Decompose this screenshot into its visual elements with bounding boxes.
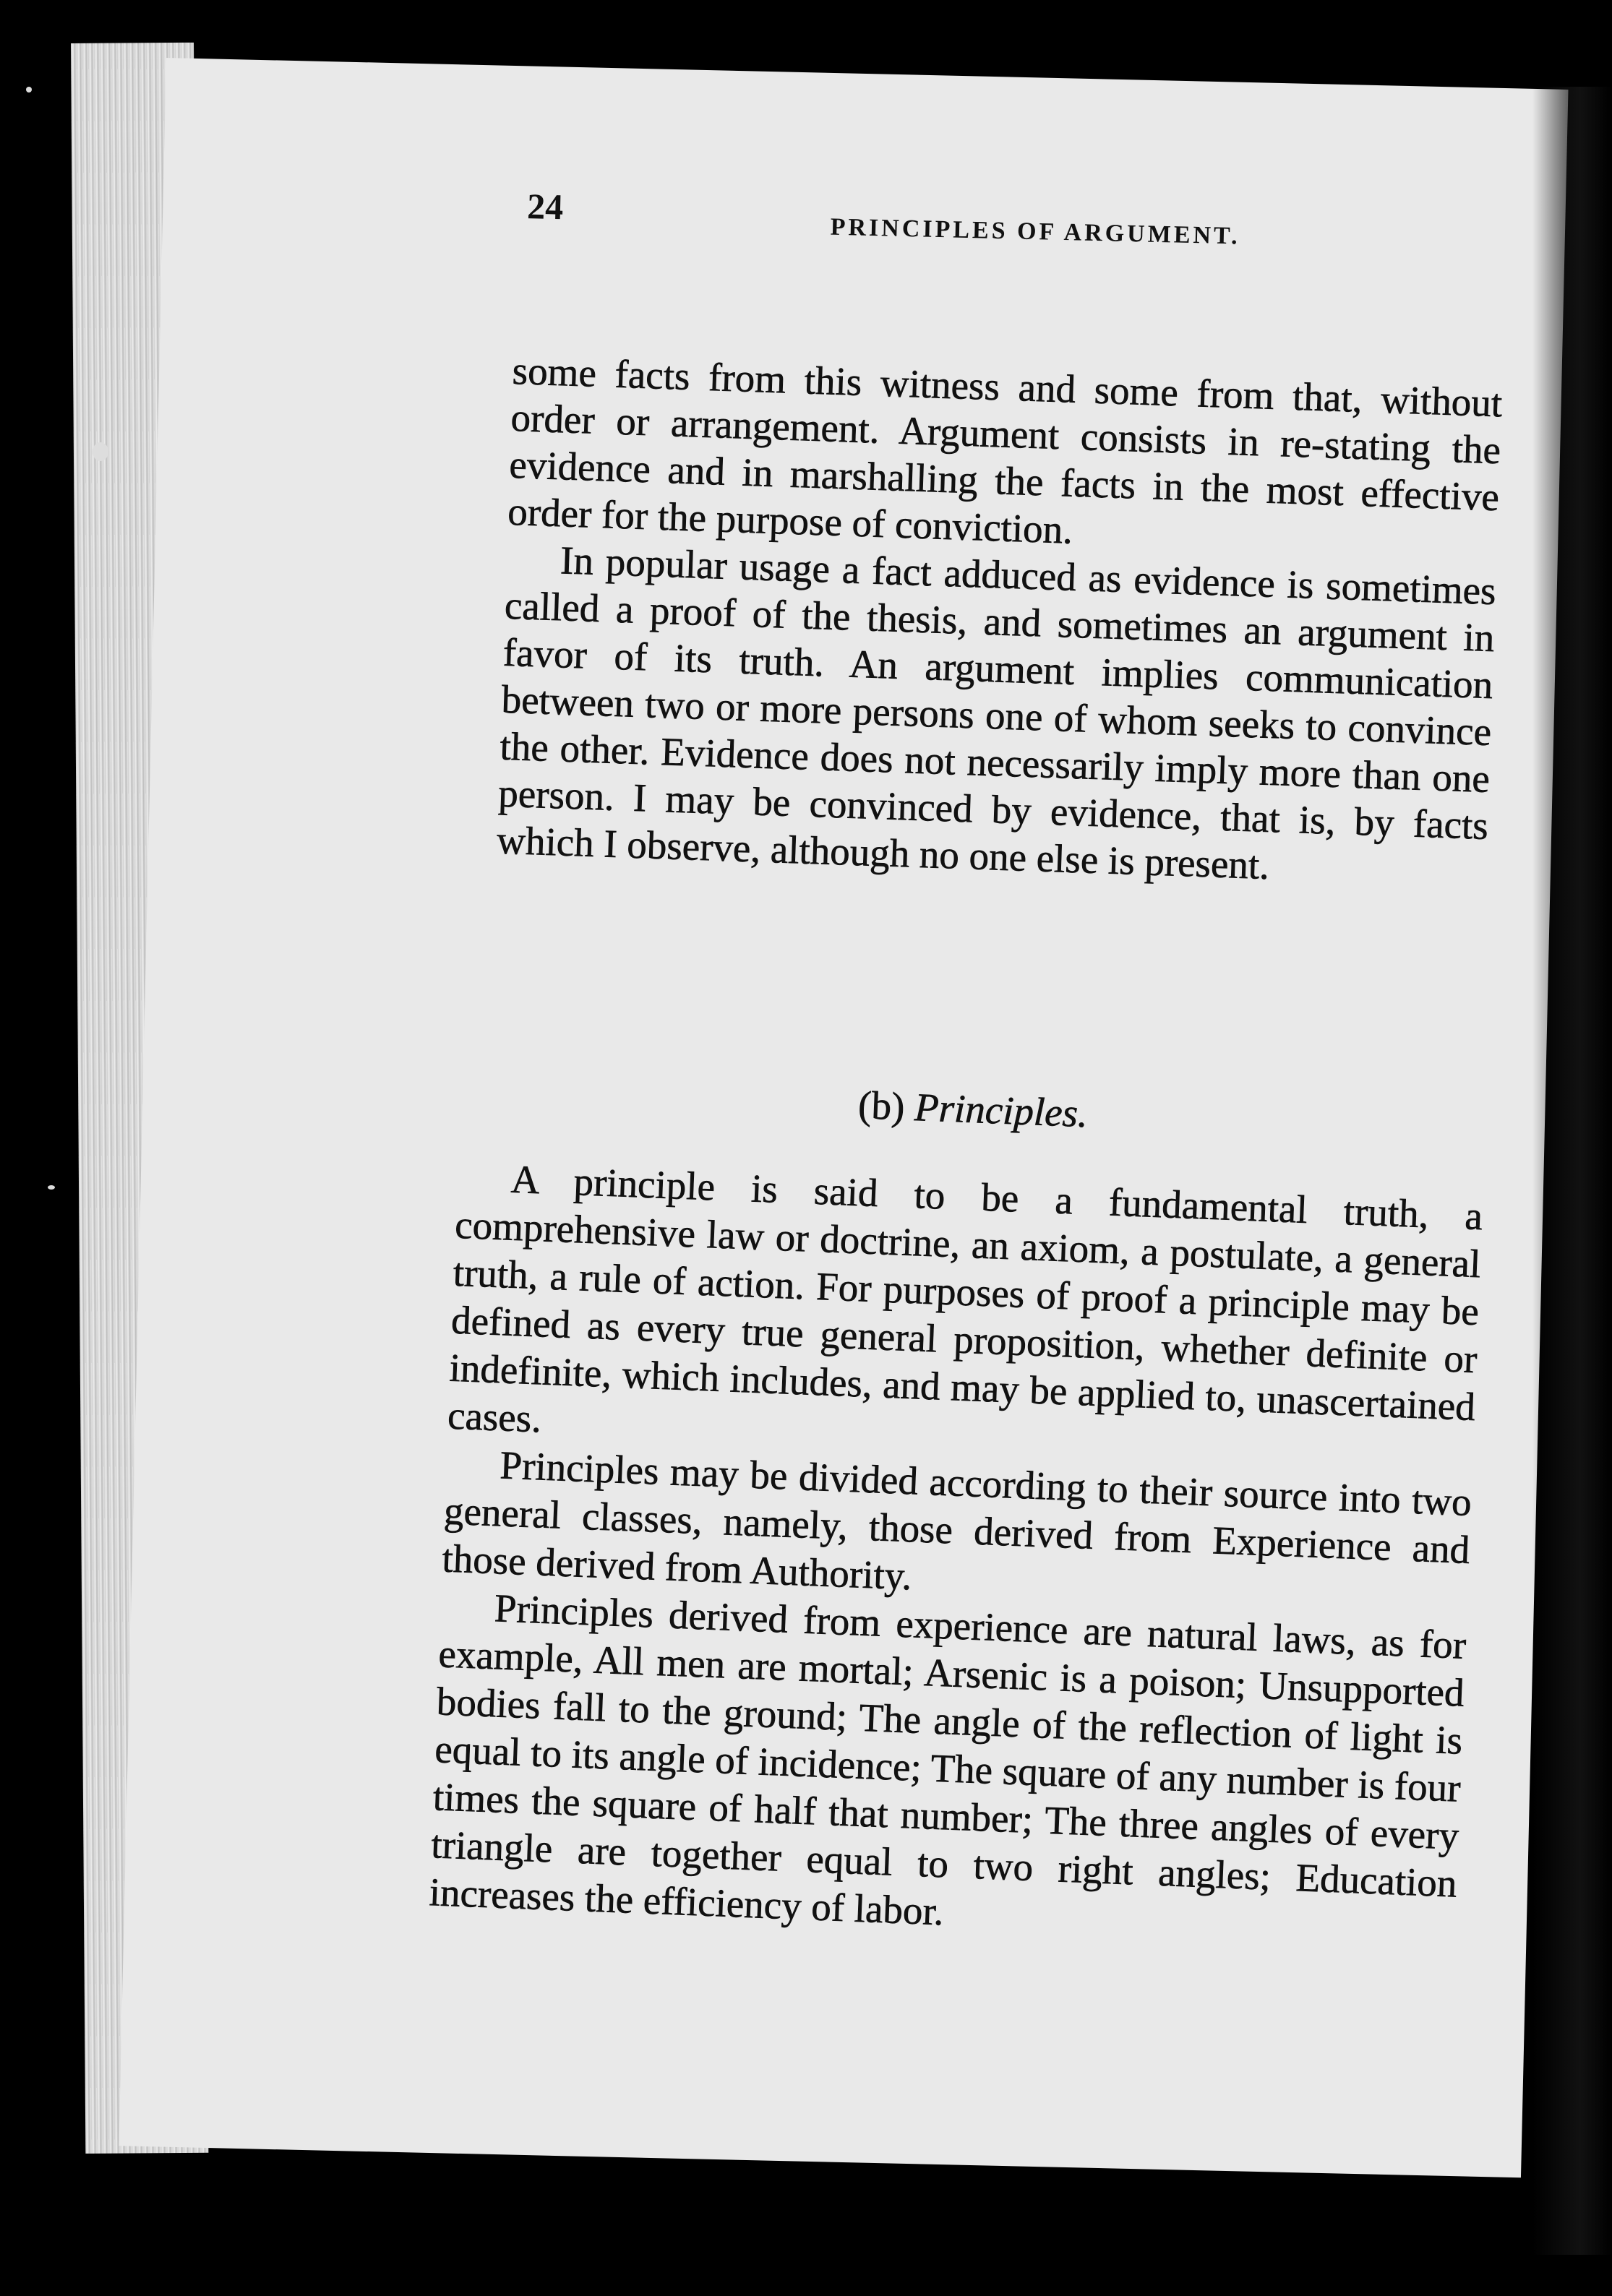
section-heading: [459, 1066, 1486, 1153]
paragraph-evidence-vs-argument: In popular usage a fact adduced as evidence is sometimes called a proof of the thesis, and sometimes an argument in favor of its truth. An argument implies communication between two or more persons one of whom seeks to convince the other. Evidence does not necessarily imply more than one person. I may be convinced by evidence, that is, by facts which I observe, although no one else is present.: [496, 538, 1497, 888]
paragraph-continuation: some facts from this witness and some from that, without order or arrangement. Argument consists in re-stating the evidence and in marshalling the facts in the most effective order for the purpose of conviction.: [507, 348, 1504, 552]
paragraph-experience-examples: Principles derived from experience are natural laws, as for example, All men are mortal; Arsenic is a poison; Unsupported bodies fall to the ground; The angle of the reflection of light is equal to its angle of incidence; The square of any number is four times the square of half that number; The three angles of every triangle are together equal to two right angles; Education increases the efficiency of labor.: [428, 1586, 1467, 1934]
running-head-title: PRINCIPLES OF ARGUMENT.: [830, 213, 1241, 250]
section-marker: (b): [857, 1083, 906, 1129]
paragraph-principle-classes: Principles may be divided according to their source into two general classes, namely, those derived from Experience and those derived from Authority.: [441, 1442, 1472, 1599]
page-number: 24: [526, 186, 564, 228]
binding-shadow: [1532, 87, 1612, 2255]
dust-speck: [26, 87, 32, 93]
lower-text-block: [429, 1026, 1488, 1956]
paragraph-principle-definition: A principle is said to be a fundamental truth, a comprehensive law or doctrine, an axiom, a postulate, a general truth, a rule of action. For purposes of proof a principle may be defined as every true general proposition, whether definite or indefinite, which includes, and may be applied to, unascertained cases.: [447, 1156, 1484, 1441]
section-heading-label: Principles.: [914, 1085, 1089, 1136]
upper-text-block: [496, 347, 1503, 896]
dust-speck: [93, 442, 108, 461]
dust-speck: [48, 1185, 55, 1190]
